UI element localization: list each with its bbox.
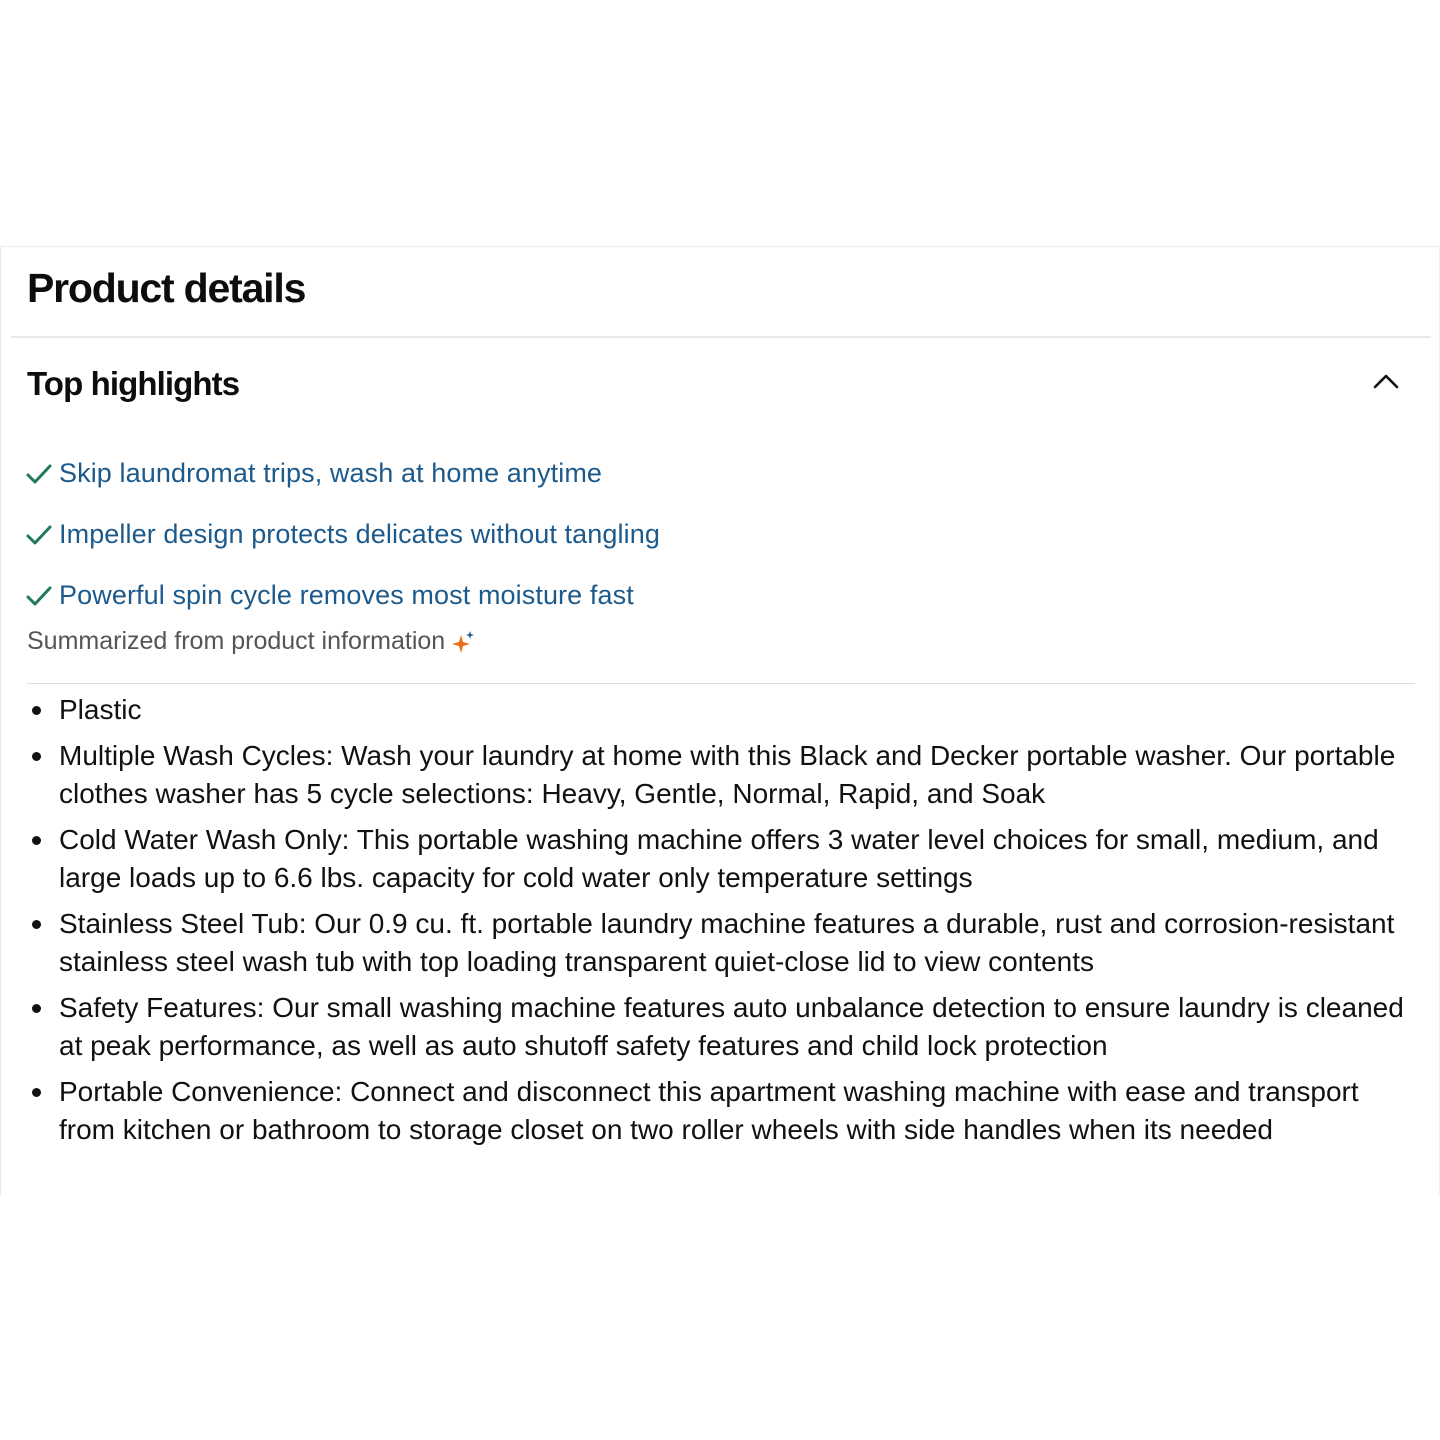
bullet-item: Plastic <box>27 691 1417 730</box>
product-details-panel <box>0 246 1440 1195</box>
chevron-up-icon <box>1367 365 1405 397</box>
bullet-item: Safety Features: Our small washing machine features auto unbalance detection to ensure laundry is cleaned at peak performance, as well as auto shutoff safety features and child lock protection <box>27 989 1417 1066</box>
checkmark-icon <box>25 583 53 609</box>
page-title: Product details <box>27 265 306 311</box>
checkmark-icon <box>25 522 53 548</box>
highlight-item <box>25 443 660 504</box>
bullet-item: Stainless Steel Tub: Our 0.9 cu. ft. portable laundry machine features a durable, rust and corrosion-resistant stainless steel wash tub with top loading transparent quiet-close lid to view contents <box>27 905 1417 982</box>
highlight-text: Skip laundromat trips, wash at home anytime <box>59 458 603 488</box>
divider <box>11 336 1431 338</box>
collapse-button[interactable] <box>1367 365 1405 397</box>
highlight-text: Powerful spin cycle removes most moisture fast <box>59 580 634 610</box>
feature-bullet-list <box>27 691 1417 1157</box>
checkmark-icon <box>25 461 53 487</box>
bullet-item: Cold Water Wash Only: This portable washing machine offers 3 water level choices for small, medium, and large loads up to 6.6 lbs. capacity for cold water only temperature settings <box>27 821 1417 898</box>
section-title-top-highlights: Top highlights <box>27 365 240 402</box>
highlight-text: Impeller design protects delicates without tangling <box>59 519 660 549</box>
sparkle-icon <box>451 629 477 655</box>
divider <box>27 683 1415 684</box>
bullet-item: Portable Convenience: Connect and disconnect this apartment washing machine with ease and transport from kitchen or bathroom to storage closet on two roller wheels with side handles when its needed <box>27 1073 1417 1150</box>
bullet-item: Multiple Wash Cycles: Wash your laundry at home with this Black and Decker portable washer. Our portable clothes washer has 5 cycle selections: Heavy, Gentle, Normal, Rapid, and Soak <box>27 737 1417 814</box>
highlight-item <box>25 565 660 626</box>
highlights-list <box>25 443 660 626</box>
summary-text: Summarized from product information <box>27 627 446 655</box>
highlight-item <box>25 504 660 565</box>
summary-note <box>27 627 477 656</box>
